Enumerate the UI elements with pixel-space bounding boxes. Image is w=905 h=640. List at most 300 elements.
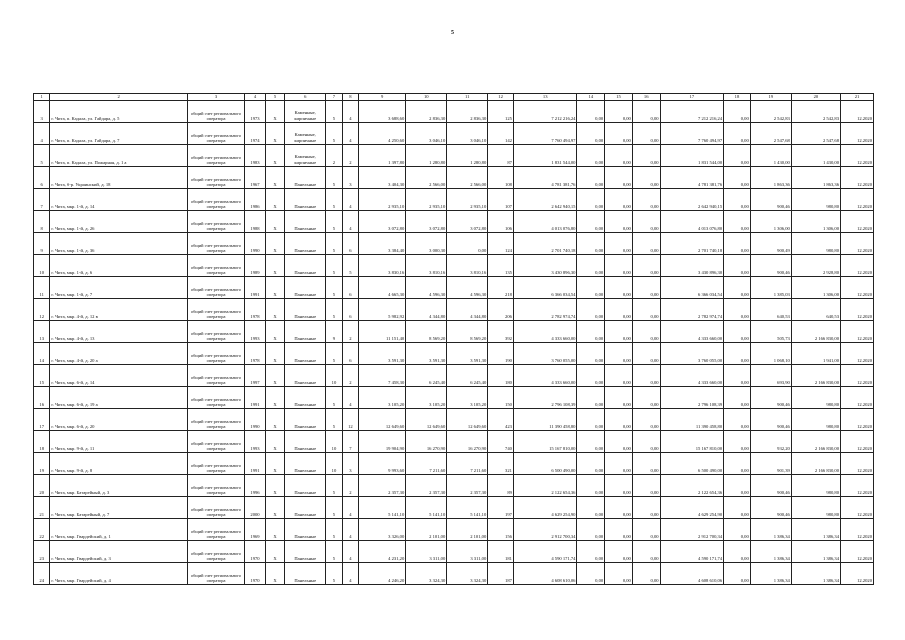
cell-unit-cost-limit: 1 306,00 (791, 211, 840, 233)
cell-total-area: 5 982,92 (359, 299, 406, 321)
cell-entrances: 6 (342, 299, 358, 321)
table-row (34, 365, 874, 387)
cell-unit-cost-actual: 0,00 (724, 299, 751, 321)
cell-federal-funds: 0,00 (577, 387, 605, 409)
cell-owned-area: 3 810,16 (447, 255, 488, 277)
cell-total-area: 3 688,60 (359, 101, 406, 123)
cell-total-cost: 2 912 700,34 (513, 519, 577, 541)
column-header: 20 (791, 94, 840, 101)
cell-floors: 5 (326, 233, 342, 255)
cell-owners-funds: 6 366 034,54 (660, 277, 724, 299)
cell-federal-funds: 0,00 (577, 519, 605, 541)
cell-account-owner: общий счет регионального оператора (187, 541, 244, 563)
cell-unit-cost: 900,46 (750, 387, 791, 409)
table-row (34, 211, 874, 233)
cell-unit-cost-actual: 0,00 (724, 563, 751, 585)
cell-floors: 10 (326, 365, 342, 387)
cell-account-owner: общий счет регионального оператора (187, 299, 244, 321)
cell-deadline: 12.2020 (841, 409, 874, 431)
cell-row-number: 18 (34, 431, 50, 453)
cell-row-number: 15 (34, 365, 50, 387)
cell-total-area: 19 904,90 (359, 431, 406, 453)
cell-local-funds: 0,00 (632, 211, 660, 233)
cell-unit-cost-limit: 2 166 830,00 (791, 431, 840, 453)
cell-unit-cost-actual: 0,00 (724, 497, 751, 519)
column-header: 4 (245, 94, 266, 101)
table-row (34, 145, 874, 167)
cell-row-number: 11 (34, 277, 50, 299)
cell-account-owner: общий счет регионального оператора (187, 101, 244, 123)
cell-federal-funds: 0,00 (577, 343, 605, 365)
cell-row-number: 3 (34, 101, 50, 123)
cell-unit-cost-actual: 0,00 (724, 541, 751, 563)
cell-year-reconstructed: Х (265, 145, 284, 167)
cell-regional-funds: 0,00 (605, 519, 633, 541)
cell-local-funds: 0,00 (632, 409, 660, 431)
cell-total-cost: 4 590 171,74 (513, 541, 577, 563)
cell-unit-cost-actual: 0,00 (724, 475, 751, 497)
cell-floors: 5 (326, 101, 342, 123)
cell-entrances: 2 (342, 475, 358, 497)
cell-deadline: 12.2020 (841, 365, 874, 387)
column-header: 14 (577, 94, 605, 101)
table-row (34, 387, 874, 409)
cell-deadline: 12.2020 (841, 475, 874, 497)
cell-total-area: 3 591,30 (359, 343, 406, 365)
cell-address: г. Чита, мкр. 9-й, д. 11 (50, 431, 187, 453)
cell-total-area: 2 357,30 (359, 475, 406, 497)
cell-address: г. Чита, мкр. 1-й, д. 36 (50, 233, 187, 255)
cell-account-owner: общий счет регионального оператора (187, 343, 244, 365)
cell-regional-funds: 0,00 (605, 387, 633, 409)
cell-year-reconstructed: Х (265, 189, 284, 211)
table-row (34, 101, 874, 123)
cell-federal-funds: 0,00 (577, 145, 605, 167)
cell-unit-cost: 900,46 (750, 189, 791, 211)
cell-residents: 156 (488, 519, 514, 541)
cell-row-number: 21 (34, 497, 50, 519)
cell-year-reconstructed: Х (265, 475, 284, 497)
cell-account-owner: общий счет регионального оператора (187, 431, 244, 453)
cell-total-cost: 4 333 660,00 (513, 365, 577, 387)
cell-total-cost: 7 212 216,24 (513, 101, 577, 123)
cell-unit-cost-actual: 0,00 (724, 189, 751, 211)
cell-owned-area: 3 311,00 (447, 541, 488, 563)
cell-residents: 107 (488, 189, 514, 211)
cell-year-reconstructed: Х (265, 541, 284, 563)
cell-entrances: 4 (342, 497, 358, 519)
cell-entrances: 4 (342, 387, 358, 409)
cell-local-funds: 0,00 (632, 453, 660, 475)
cell-year-reconstructed: Х (265, 365, 284, 387)
cell-residents: 106 (488, 211, 514, 233)
cell-owned-area: 8 569,20 (447, 321, 488, 343)
cell-federal-funds: 0,00 (577, 233, 605, 255)
cell-federal-funds: 0,00 (577, 453, 605, 475)
cell-account-owner: общий счет регионального оператора (187, 145, 244, 167)
cell-federal-funds: 0,00 (577, 497, 605, 519)
cell-account-owner: общий счет регионального оператора (187, 255, 244, 277)
cell-residential-area: 2 357,30 (406, 475, 447, 497)
cell-wall-material: Панельные (285, 519, 326, 541)
cell-owned-area: 2 566,00 (447, 167, 488, 189)
cell-address: г. Чита, п. Кадала, ул. Пожарная, д. 1 а (50, 145, 187, 167)
cell-local-funds: 0,00 (632, 541, 660, 563)
cell-unit-cost-limit: 980,80 (791, 497, 840, 519)
cell-address: г. Чита, мкр. 6-й, д. 20 (50, 409, 187, 431)
cell-local-funds: 0,00 (632, 497, 660, 519)
cell-wall-material: Панельные (285, 167, 326, 189)
cell-year-built: 1991 (245, 277, 266, 299)
cell-wall-material: Панельные (285, 343, 326, 365)
cell-row-number: 20 (34, 475, 50, 497)
cell-residential-area: 6 245,40 (406, 365, 447, 387)
cell-year-reconstructed: Х (265, 233, 284, 255)
cell-regional-funds: 0,00 (605, 321, 633, 343)
cell-residents: 150 (488, 387, 514, 409)
cell-total-cost: 2 782 974,74 (513, 299, 577, 321)
cell-residents: 89 (488, 475, 514, 497)
cell-federal-funds: 0,00 (577, 167, 605, 189)
cell-floors: 5 (326, 475, 342, 497)
cell-year-built: 1990 (245, 409, 266, 431)
cell-local-funds: 0,00 (632, 563, 660, 585)
cell-account-owner: общий счет регионального оператора (187, 189, 244, 211)
cell-residential-area: 4 344,80 (406, 299, 447, 321)
cell-unit-cost-actual: 0,00 (724, 365, 751, 387)
cell-total-cost: 11 390 458,80 (513, 409, 577, 431)
cell-floors: 5 (326, 277, 342, 299)
cell-owners-funds: 2 642 940,15 (660, 189, 724, 211)
cell-total-area: 4 246,20 (359, 563, 406, 585)
cell-entrances: 4 (342, 211, 358, 233)
cell-owned-area: 3 591,30 (447, 343, 488, 365)
column-header: 8 (342, 94, 358, 101)
cell-year-built: 1991 (245, 387, 266, 409)
cell-owners-funds: 3 760 055,00 (660, 343, 724, 365)
cell-floors: 10 (326, 431, 342, 453)
cell-owners-funds: 2 782 974,74 (660, 299, 724, 321)
cell-residents: 197 (488, 497, 514, 519)
cell-year-reconstructed: Х (265, 101, 284, 123)
cell-deadline: 12.2020 (841, 321, 874, 343)
cell-year-built: 1990 (245, 233, 266, 255)
cell-federal-funds: 0,00 (577, 123, 605, 145)
cell-total-cost: 2 642 940,15 (513, 189, 577, 211)
cell-regional-funds: 0,00 (605, 563, 633, 585)
cell-residential-area: 2 566,00 (406, 167, 447, 189)
cell-local-funds: 0,00 (632, 145, 660, 167)
cell-local-funds: 0,00 (632, 387, 660, 409)
cell-unit-cost-actual: 0,00 (724, 123, 751, 145)
cell-wall-material: Панельные (285, 541, 326, 563)
cell-entrances: 12 (342, 409, 358, 431)
cell-residents: 218 (488, 277, 514, 299)
cell-total-cost: 4 608 610,06 (513, 563, 577, 585)
cell-unit-cost-actual: 0,00 (724, 387, 751, 409)
cell-local-funds: 0,00 (632, 123, 660, 145)
cell-unit-cost-limit: 980,80 (791, 475, 840, 497)
cell-local-funds: 0,00 (632, 519, 660, 541)
cell-owners-funds: 6 500 490,00 (660, 453, 724, 475)
cell-unit-cost-limit: 2 928,80 (791, 255, 840, 277)
cell-owned-area: 3 046,10 (447, 123, 488, 145)
cell-entrances: 3 (342, 453, 358, 475)
column-header: 7 (326, 94, 342, 101)
cell-total-cost: 3 430 896,30 (513, 255, 577, 277)
cell-year-built: 1988 (245, 211, 266, 233)
cell-year-reconstructed: Х (265, 563, 284, 585)
cell-address: г. Чита, мкр. Батарейный, д. 3 (50, 475, 187, 497)
cell-unit-cost-actual: 0,00 (724, 409, 751, 431)
cell-deadline: 12.2020 (841, 497, 874, 519)
cell-residential-area: 3 046,10 (406, 123, 447, 145)
cell-deadline: 12.2020 (841, 145, 874, 167)
cell-year-built: 1970 (245, 541, 266, 563)
cell-total-area: 3 326,00 (359, 519, 406, 541)
cell-residential-area: 7 211,60 (406, 453, 447, 475)
cell-wall-material: Панельные (285, 475, 326, 497)
cell-regional-funds: 0,00 (605, 211, 633, 233)
cell-address: г. Чита, мкр. 1-й, д. 7 (50, 277, 187, 299)
cell-deadline: 12.2020 (841, 387, 874, 409)
cell-year-built: 1989 (245, 255, 266, 277)
cell-account-owner: общий счет регионального оператора (187, 497, 244, 519)
cell-wall-material: Панельные (285, 189, 326, 211)
cell-account-owner: общий счет регионального оператора (187, 475, 244, 497)
cell-federal-funds: 0,00 (577, 189, 605, 211)
cell-regional-funds: 0,00 (605, 167, 633, 189)
table-row (34, 563, 874, 585)
cell-regional-funds: 0,00 (605, 343, 633, 365)
cell-regional-funds: 0,00 (605, 101, 633, 123)
cell-entrances: 2 (342, 365, 358, 387)
cell-total-area: 3 072,80 (359, 211, 406, 233)
cell-owners-funds: 15 167 810,00 (660, 431, 724, 453)
cell-year-reconstructed: Х (265, 167, 284, 189)
cell-address: г. Чита, мкр. 4-й, д. 12 в (50, 299, 187, 321)
table-row (34, 189, 874, 211)
cell-entrances: 6 (342, 277, 358, 299)
cell-row-number: 6 (34, 167, 50, 189)
cell-total-cost: 2 796 108,39 (513, 387, 577, 409)
cell-unit-cost-limit: 640,53 (791, 299, 840, 321)
cell-total-cost: 4 629 254,90 (513, 497, 577, 519)
cell-residents: 190 (488, 343, 514, 365)
cell-floors: 5 (326, 299, 342, 321)
cell-unit-cost-limit: 1 386,34 (791, 563, 840, 585)
cell-unit-cost: 1 068,10 (750, 343, 791, 365)
cell-total-area: 3 404,30 (359, 167, 406, 189)
cell-regional-funds: 0,00 (605, 123, 633, 145)
cell-entrances: 4 (342, 563, 358, 585)
cell-total-area: 11 151,40 (359, 321, 406, 343)
cell-owners-funds: 11 390 458,80 (660, 409, 724, 431)
cell-account-owner: общий счет регионального оператора (187, 211, 244, 233)
header-row (34, 94, 874, 101)
cell-floors: 5 (326, 211, 342, 233)
cell-total-cost: 15 167 810,00 (513, 431, 577, 453)
cell-year-reconstructed: Х (265, 343, 284, 365)
cell-address: г. Чита, мкр. Гвардейский, д. 3 (50, 541, 187, 563)
cell-owners-funds: 1 831 544,00 (660, 145, 724, 167)
cell-year-reconstructed: Х (265, 409, 284, 431)
cell-unit-cost: 505,73 (750, 321, 791, 343)
cell-unit-cost-limit: 980,80 (791, 233, 840, 255)
cell-wall-material: Панельные (285, 387, 326, 409)
cell-deadline: 12.2020 (841, 123, 874, 145)
cell-entrances: 7 (342, 431, 358, 453)
cell-account-owner: общий счет регионального оператора (187, 387, 244, 409)
cell-unit-cost-actual: 0,00 (724, 321, 751, 343)
cell-year-built: 2000 (245, 497, 266, 519)
cell-owners-funds: 7 212 216,24 (660, 101, 724, 123)
cell-entrances: 4 (342, 519, 358, 541)
cell-deadline: 12.2020 (841, 211, 874, 233)
cell-residents: 135 (488, 255, 514, 277)
cell-total-cost: 2 122 654,36 (513, 475, 577, 497)
cell-row-number: 7 (34, 189, 50, 211)
cell-regional-funds: 0,00 (605, 541, 633, 563)
cell-unit-cost: 693,90 (750, 365, 791, 387)
cell-floors: 2 (326, 145, 342, 167)
cell-entrances: 4 (342, 101, 358, 123)
cell-entrances: 2 (342, 321, 358, 343)
cell-deadline: 12.2020 (841, 299, 874, 321)
cell-local-funds: 0,00 (632, 277, 660, 299)
cell-total-area: 12 649,60 (359, 409, 406, 431)
cell-local-funds: 0,00 (632, 233, 660, 255)
cell-unit-cost: 1 306,00 (750, 211, 791, 233)
cell-unit-cost-actual: 0,00 (724, 211, 751, 233)
cell-unit-cost-actual: 0,00 (724, 277, 751, 299)
table-row (34, 233, 874, 255)
cell-regional-funds: 0,00 (605, 453, 633, 475)
cell-address: г. Чита, мкр. 6-й, д. 14 (50, 365, 187, 387)
column-header: 5 (265, 94, 284, 101)
cell-local-funds: 0,00 (632, 255, 660, 277)
cell-address: г. Чита, мкр. Гвардейский, д. 4 (50, 563, 187, 585)
cell-entrances: 2 (342, 145, 358, 167)
cell-owned-area: 1 280,80 (447, 145, 488, 167)
cell-deadline: 12.2020 (841, 431, 874, 453)
cell-address: г. Чита, мкр. 1-й, д. 26 (50, 211, 187, 233)
cell-residential-area: 3 105,20 (406, 387, 447, 409)
cell-residents: 142 (488, 123, 514, 145)
cell-unit-cost-limit: 2 547,68 (791, 123, 840, 145)
cell-year-built: 1978 (245, 299, 266, 321)
cell-unit-cost-actual: 0,00 (724, 519, 751, 541)
cell-total-area: 3 384,40 (359, 233, 406, 255)
table-row (34, 519, 874, 541)
cell-account-owner: общий счет регионального оператора (187, 321, 244, 343)
cell-residents: 423 (488, 409, 514, 431)
cell-account-owner: общий счет регионального оператора (187, 233, 244, 255)
cell-year-reconstructed: Х (265, 321, 284, 343)
cell-residents: 187 (488, 563, 514, 585)
cell-regional-funds: 0,00 (605, 189, 633, 211)
cell-total-area: 9 993,60 (359, 453, 406, 475)
cell-deadline: 12.2020 (841, 277, 874, 299)
cell-unit-cost-actual: 0,00 (724, 431, 751, 453)
cell-wall-material: Панельные (285, 409, 326, 431)
cell-federal-funds: 0,00 (577, 475, 605, 497)
cell-unit-cost: 1 385,03 (750, 277, 791, 299)
cell-unit-cost: 932,20 (750, 431, 791, 453)
cell-deadline: 12.2020 (841, 255, 874, 277)
column-header: 10 (406, 94, 447, 101)
page-number: 5 (451, 30, 454, 36)
column-header: 19 (750, 94, 791, 101)
cell-row-number: 22 (34, 519, 50, 541)
cell-owners-funds: 2 701 740,18 (660, 233, 724, 255)
cell-residential-area: 3 000,30 (406, 233, 447, 255)
cell-unit-cost: 1 863,36 (750, 167, 791, 189)
cell-federal-funds: 0,00 (577, 563, 605, 585)
cell-residential-area: 8 569,20 (406, 321, 447, 343)
table-row (34, 343, 874, 365)
cell-owned-area: 7 211,60 (447, 453, 488, 475)
cell-row-number: 23 (34, 541, 50, 563)
column-header: 15 (605, 94, 633, 101)
cell-residents: 392 (488, 321, 514, 343)
cell-entrances: 5 (342, 255, 358, 277)
column-header: 11 (447, 94, 488, 101)
cell-unit-cost-limit: 980,80 (791, 387, 840, 409)
cell-year-built: 1973 (245, 101, 266, 123)
cell-year-reconstructed: Х (265, 123, 284, 145)
cell-residents: 125 (488, 101, 514, 123)
table-row (34, 409, 874, 431)
cell-unit-cost-limit: 1 306,00 (791, 277, 840, 299)
cell-row-number: 13 (34, 321, 50, 343)
cell-residential-area: 2 101,00 (406, 519, 447, 541)
cell-owned-area: 2 101,00 (447, 519, 488, 541)
cell-unit-cost-limit: 1 863,36 (791, 167, 840, 189)
cell-address: г. Чита, мкр. 1-й, д. 14 (50, 189, 187, 211)
cell-account-owner: общий счет регионального оператора (187, 167, 244, 189)
cell-address: г. Чита, п. Кадала, ул. Гайдара, д. 5 (50, 101, 187, 123)
cell-regional-funds: 0,00 (605, 145, 633, 167)
cell-residents: 206 (488, 299, 514, 321)
capital-repair-table (33, 93, 874, 585)
cell-owned-area: 2 836,30 (447, 101, 488, 123)
cell-address: г. Чита, б-р. Украинский, д. 18 (50, 167, 187, 189)
table-row (34, 167, 874, 189)
cell-unit-cost-limit: 980,80 (791, 409, 840, 431)
cell-owned-area: 2 935,10 (447, 189, 488, 211)
cell-entrances: 6 (342, 233, 358, 255)
cell-wall-material: Панельные (285, 277, 326, 299)
cell-floors: 5 (326, 409, 342, 431)
column-header: 9 (359, 94, 406, 101)
cell-unit-cost-limit: 1 386,34 (791, 519, 840, 541)
cell-account-owner: общий счет регионального оператора (187, 123, 244, 145)
cell-residential-area: 12 649,60 (406, 409, 447, 431)
cell-address: г. Чита, мкр. 4-й, д. 13 (50, 321, 187, 343)
cell-floors: 5 (326, 189, 342, 211)
cell-floors: 5 (326, 123, 342, 145)
cell-residential-area: 1 280,80 (406, 145, 447, 167)
cell-residents: 181 (488, 541, 514, 563)
cell-owners-funds: 4 629 254,90 (660, 497, 724, 519)
table-row (34, 321, 874, 343)
cell-owned-area: 12 649,60 (447, 409, 488, 431)
column-header: 6 (285, 94, 326, 101)
cell-owners-funds: 4 013 076,80 (660, 211, 724, 233)
cell-total-cost: 1 831 544,00 (513, 145, 577, 167)
cell-residents: 740 (488, 431, 514, 453)
